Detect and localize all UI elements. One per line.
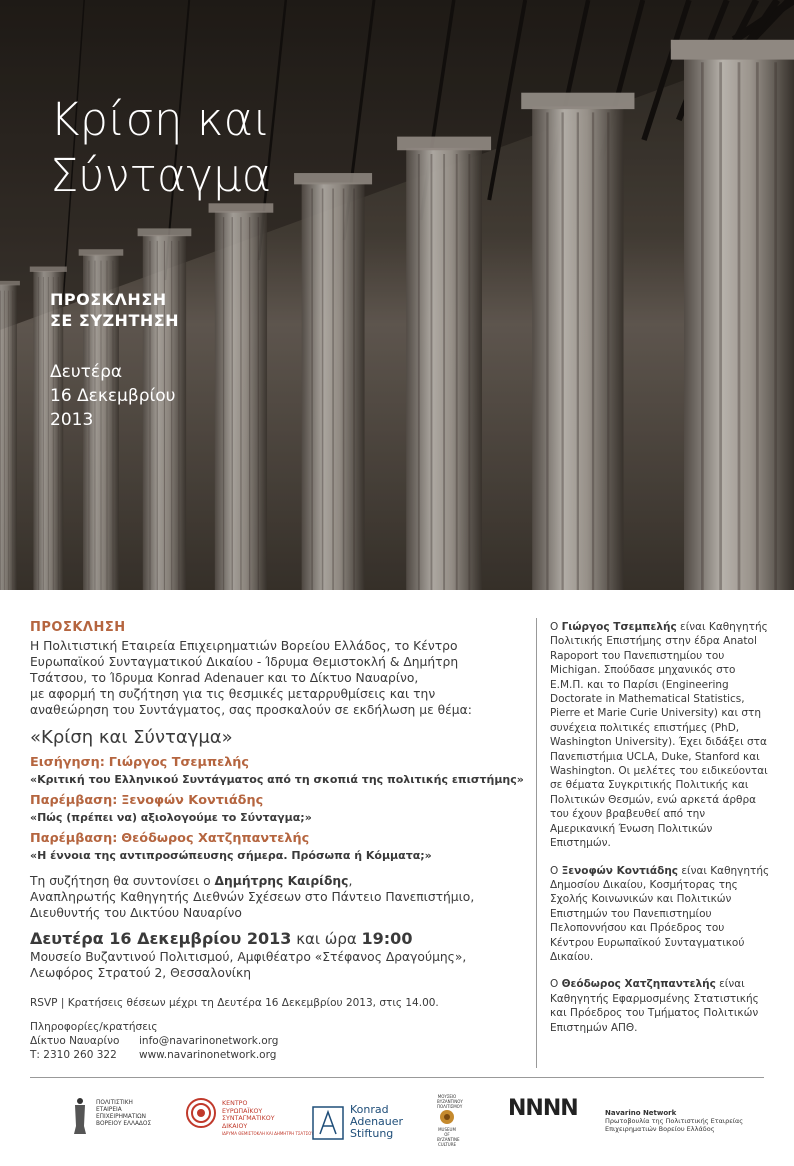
bio-prefix: Ο (550, 621, 562, 633)
bio-text: είναι Καθηγητής Εφαρμοσμένης Στατιστικής και Πρόεδρος του Τμήματος Πολιτικών Επιστημών ΑΠΘ. (550, 978, 759, 1034)
partner-logos (0, 1090, 794, 1150)
rsvp-note: RSVP | Κρατήσεις θέσεων μέχρι τη Δευτέρα 16 Δεκεμβρίου 2013, στις 14.00. (30, 997, 439, 1009)
bio-tsebelis (550, 620, 770, 851)
speaker-talk: «Η έννοια της αντιπροσώπευσης σήμερα. Πρόσωπα ή Κόμματα;» (30, 849, 432, 862)
museum-emblem-icon (437, 1109, 457, 1125)
hero-subtitle (50, 289, 179, 331)
event-time: 19:00 (361, 929, 413, 948)
logo-pe-text (96, 1100, 156, 1128)
bio-text: είναι Καθηγητής Πολιτικής Επιστήμης στην έδρα Anatol Rapoport του Πανεπιστημίου του Michigan. Σπούδασε μηχανικός στο Ε.Μ.Π. και το Παρίσι (Engineering Doctorate in Mathematical Statistics, Pierre et Marie Curie University) και στη συνέχεια πολιτικές επιστήμες (PhD, Washington University). Έχει διδάξει στα Πανεπιστήμια UCLA, Duke, Stanford και Washington. Οι μελέτες του ειδικεύονται σε θέματα Συγκριτικής Πολιτικής και Πολιτικών Θεσμών, ενώ αρκετά άρθρα του έχουν βραβευθεί από την Αμερικανική Ένωση Πολιτικών Επιστημών. (550, 621, 768, 850)
bio-name: Γιώργος Τσεμπελής (561, 621, 677, 633)
logo-ke-line: ΕΥΡΩΠΑΪΚΟΥ (222, 1107, 263, 1115)
logo-ke-sub: ΙΔΡΥΜΑ ΘΕΜΙΣΤΟΚΛΗ ΚΑΙ ΔΗΜΗΤΡΗ ΤΣΑΤΣΟΥ (222, 1131, 314, 1136)
hero-date-line2: 16 Δεκεμβρίου (50, 386, 176, 406)
logo-nn-text (605, 1109, 775, 1133)
speaker-name: Γιώργος Τσεμπελής (108, 755, 249, 770)
bio-prefix: Ο (550, 978, 562, 991)
bio-kontiadis (550, 864, 770, 965)
event-theme: «Κρίση και Σύνταγμα» (30, 727, 233, 748)
hero-subtitle-line1: ΠΡΟΣΚΛΗΣΗ (50, 290, 167, 309)
logo-ke-text (222, 1100, 297, 1130)
logo-nn-line: Πρωτοβουλία της Πολιτιστικής Εταιρείας (605, 1117, 744, 1125)
logo-kas-line: Stiftung (350, 1127, 394, 1140)
logo-nn-line: Επιχειρηματιών Βορείου Ελλάδος (605, 1125, 715, 1133)
intro-line: αναθεώρηση του Συντάγματος, σας προσκαλούν σε εκδήλωση με θέμα: (30, 703, 472, 717)
logo-ke-line: ΔΙΚΑΙΟΥ (222, 1122, 248, 1130)
moderator-position: Διευθυντής του Δικτύου Ναυαρίνο (30, 906, 242, 920)
intro-line: Η Πολιτιστική Εταιρεία Επιχειρηματιών Βορείου Ελλάδος, το Κέντρο (30, 639, 458, 653)
logo-pe-line: ΒΟΡΕΙΟΥ ΕΛΛΑΔΟΣ (96, 1121, 152, 1127)
bio-prefix: Ο (550, 864, 562, 877)
kas-emblem-icon (312, 1106, 344, 1140)
speaker-role: Εισήγηση: (30, 755, 105, 770)
hero-date (50, 360, 176, 432)
navarino-mark: NNNN (508, 1096, 578, 1121)
speaker-entry (30, 830, 530, 864)
invitation-intro (30, 638, 530, 718)
statue-emblem-icon (70, 1096, 90, 1136)
speaker-talk: «Κριτική του Ελληνικού Συντάγματος από τη σκοπιά της πολιτικής επιστήμης» (30, 773, 524, 786)
logo-kas-line: Konrad (350, 1103, 389, 1116)
venue-address: Λεωφόρος Στρατού 2, Θεσσαλονίκη (30, 966, 252, 980)
hero-title-line2: Σύνταγμα (50, 149, 272, 202)
speaker-name: Ξενοφών Κοντιάδης (121, 793, 264, 808)
logo-museum-bottom: MUSEUM OF BYZANTINE CULTURE (437, 1127, 460, 1147)
logo-museum-top: ΜΟΥΣΕΙΟ ΒΥΖΑΝΤΙΝΟΥ ΠΟΛΙΤΙΣΜΟΥ (437, 1094, 463, 1109)
invitation-column (30, 620, 530, 1062)
logo-kas-line: Adenauer (350, 1115, 404, 1128)
logo-kas-text (350, 1104, 425, 1140)
moderator-title: Αναπληρωτής Καθηγητής Διεθνών Σχέσεων στο Πάντειο Πανεπιστήμιο, (30, 890, 475, 904)
invitation-label: ΠΡΟΣΚΛΗΣΗ (30, 620, 126, 635)
venue-line: Μουσείο Βυζαντινού Πολιτισμού, Αμφιθέατρο «Στέφανος Δραγούμης», (30, 950, 467, 964)
logo-nn-title: Navarino Network (605, 1109, 677, 1117)
contact-label: Πληροφορίες/κρατήσεις (30, 1021, 158, 1033)
bio-name: Ξενοφών Κοντιάδης (561, 864, 679, 877)
moderator-prefix: Τη συζήτηση θα συντονίσει ο (30, 874, 211, 888)
event-venue (30, 949, 530, 981)
bio-text: είναι Καθηγητής Δημοσίου Δικαίου, Κοσμήτορας της Σχολής Κοινωνικών και Πολιτικών Επιστημών του Πανεπιστημίου Πελοποννήσου και Πρόεδρος του Κέντρου Ευρωπαϊκού Συνταγματικού Δικαίου. (550, 864, 770, 963)
speaker-entry (30, 754, 530, 788)
intro-line: Τσάτσου, το Ίδρυμα Konrad Adenauer και το Δίκτυο Ναυαρίνο, (30, 671, 419, 685)
speaker-role: Παρέμβαση: (30, 831, 118, 846)
bio-chatzipantelis (550, 977, 770, 1035)
logo-pe-line: ΠΟΛΙΤΙΣΤΙΚΗ (96, 1100, 133, 1106)
hero-title-line1: Κρίση και (50, 93, 271, 146)
intro-line: Ευρωπαϊκού Συνταγματικού Δικαίου - Ίδρυμα Θεμιστοκλή & Δημήτρη (30, 655, 459, 669)
bios-column (550, 620, 770, 1048)
moderator-suffix: , (348, 874, 353, 888)
logo-pe-line: ΕΠΙΧΕΙΡΗΜΑΤΙΩΝ (96, 1114, 146, 1120)
logo-museum (437, 1094, 463, 1147)
contact-phone: Τ: 2310 260 322 (30, 1049, 117, 1061)
footer-divider (30, 1077, 764, 1078)
hero-subtitle-line2: ΣΕ ΣΥΖΗΤΗΣΗ (50, 311, 180, 330)
speaker-role: Παρέμβαση: (30, 793, 118, 808)
contact-info (30, 1020, 530, 1062)
speaker-talk: «Πώς (πρέπει να) αξιολογούμε το Σύνταγμα;» (30, 811, 312, 824)
moderator (30, 873, 530, 921)
hero-title (50, 92, 271, 204)
column-divider (536, 618, 537, 1068)
logo-ke-line: ΚΕΝΤΡΟ (222, 1100, 248, 1107)
moderator-name: Δημήτρης Καιρίδης (214, 874, 349, 888)
speaker-name: Θεόδωρος Χατζηπαντελής (121, 831, 310, 846)
event-and: και ώρα (291, 930, 362, 948)
hero-date-line3: 2013 (50, 410, 94, 430)
logo-pe-line: ΕΤΑΙΡΕΙΑ (96, 1107, 122, 1113)
spiral-emblem-icon (186, 1098, 216, 1128)
bio-name: Θεόδωρος Χατζηπαντελής (561, 978, 716, 991)
contact-org: Δίκτυο Ναυαρίνο (30, 1035, 120, 1047)
speaker-entry (30, 792, 530, 826)
hero-date-line1: Δευτέρα (50, 362, 123, 382)
contact-email[interactable]: info@navarinonetwork.org (139, 1035, 279, 1047)
event-date: Δευτέρα 16 Δεκεμβρίου 2013 (30, 929, 292, 948)
event-datetime (30, 929, 530, 949)
intro-line: με αφορμή τη συζήτηση για τις θεσμικές μεταρρυθμίσεις και την (30, 687, 436, 701)
contact-website[interactable]: www.navarinonetwork.org (139, 1049, 277, 1061)
logo-ke-line: ΣΥΝΤΑΓΜΑΤΙΚΟΥ (222, 1115, 275, 1122)
